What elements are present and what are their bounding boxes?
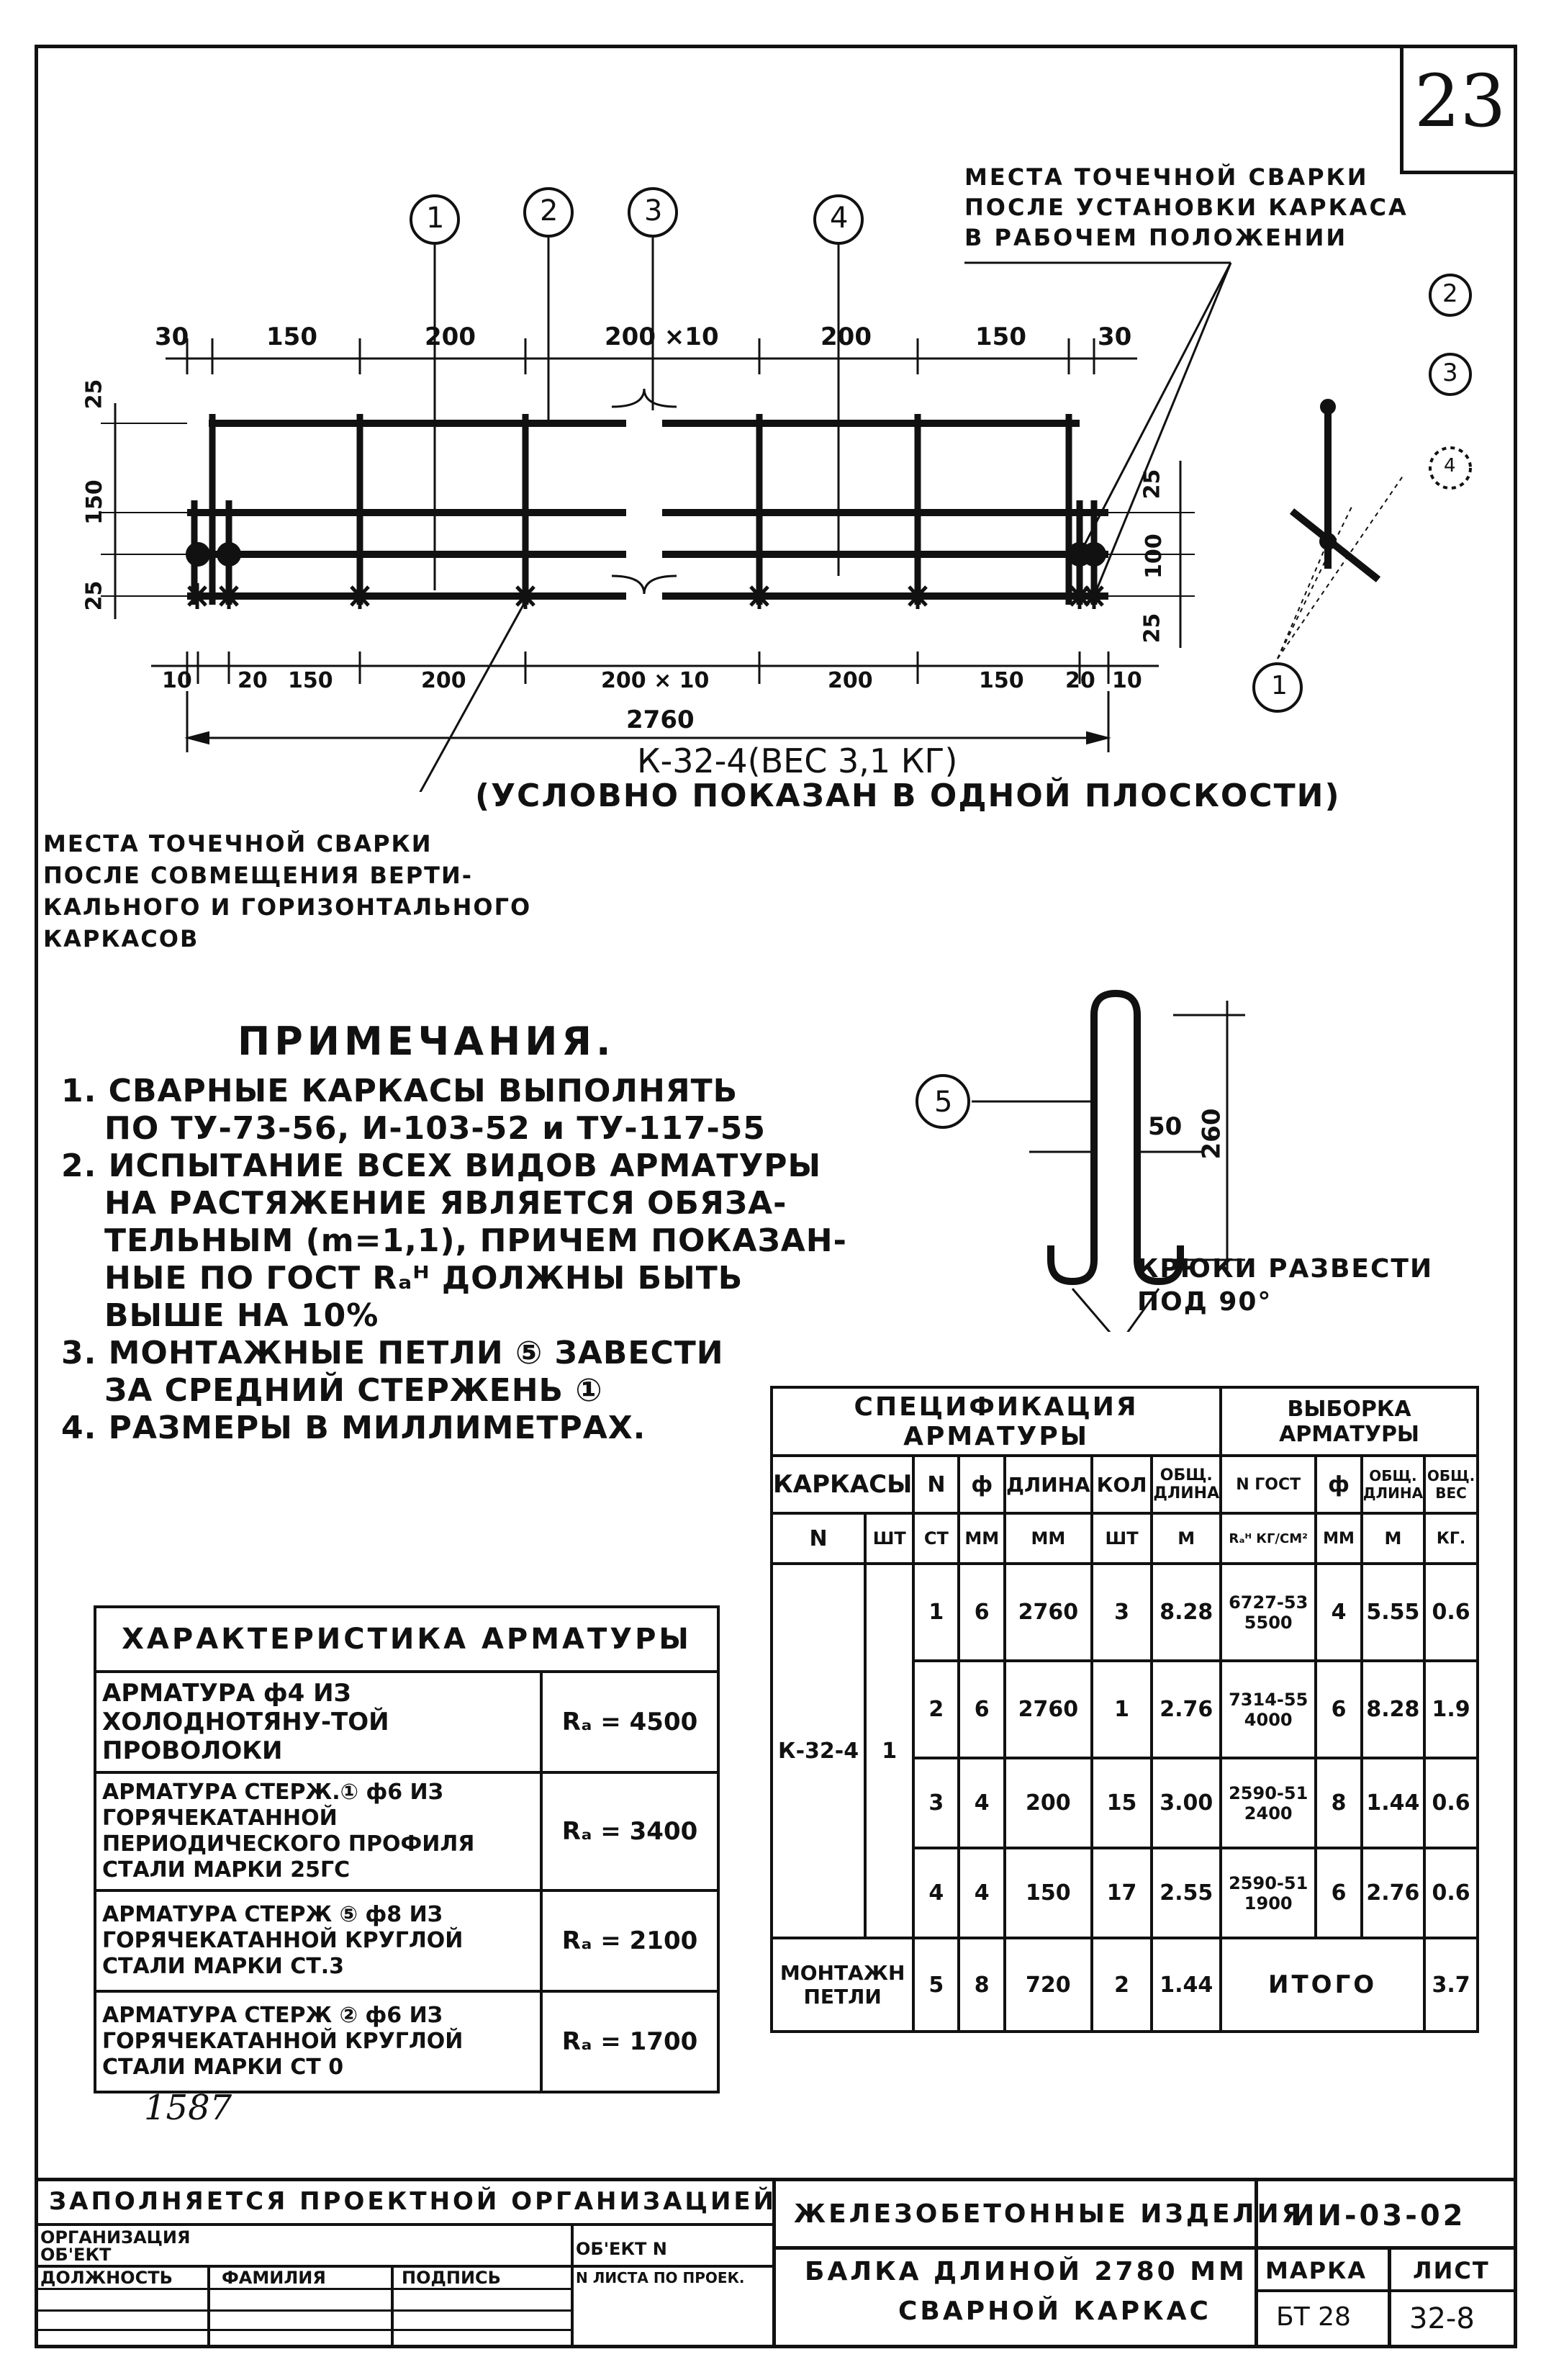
row-tot: 2.76	[1152, 1661, 1221, 1758]
top-dim: 150	[975, 323, 1026, 351]
total-label: ИТОГО	[1221, 1938, 1424, 2032]
note-line: ТЕЛЬНЫМ (m=1,1), ПРИЧЕМ ПОКАЗАН-	[104, 1222, 847, 1259]
sample-gost: 6727-53 5500	[1221, 1564, 1316, 1661]
row-phi: 4	[959, 1758, 1005, 1848]
row-phi: 6	[959, 1564, 1005, 1661]
total-value: 3.7	[1424, 1938, 1478, 2032]
total-length: 2760	[626, 706, 695, 734]
sample-phi: 6	[1316, 1848, 1361, 1938]
sample-phi: 4	[1316, 1564, 1361, 1661]
note-line: 2. ИСПЫТАНИЕ ВСЕХ ВИДОВ АРМАТУРЫ	[61, 1148, 822, 1184]
note-line: 3. МОНТАЖНЫЕ ПЕТЛИ ⑤ ЗАВЕСТИ	[61, 1335, 724, 1371]
notes-title: ПРИМЕЧАНИЯ.	[238, 1019, 615, 1064]
cage-drawing	[0, 0, 1564, 792]
row-cnt: 17	[1092, 1848, 1152, 1938]
row-tot: 8.28	[1152, 1564, 1221, 1661]
callout-2: 2	[540, 194, 559, 227]
unit-m2: М	[1362, 1513, 1424, 1564]
sheet-value: 32-8	[1409, 2302, 1475, 2335]
sample-title: ВЫБОРКА АРМАТУРЫ	[1221, 1387, 1478, 1456]
sample-wt: 0.6	[1424, 1564, 1478, 1661]
char-desc: АРМАТУРА СТЕРЖ.① ф6 ИЗ ГОРЯЧЕКАТАННОЙ ПЕРИОДИЧЕСКОГО ПРОФИЛЯ СТАЛИ МАРКИ 25ГС	[95, 1772, 541, 1890]
sheet-label: ЛИСТ	[1413, 2257, 1490, 2284]
object-label: ОБ'ЕКТ	[40, 2245, 112, 2265]
left-vdim: 25	[81, 379, 107, 410]
handwritten-number: 1587	[144, 2088, 232, 2128]
hdr-phi2: ф	[1316, 1456, 1361, 1513]
sheet-in-project-label: N ЛИСТА ПО ПРОЕК.	[576, 2269, 745, 2286]
loops-n: 5	[913, 1938, 959, 2032]
note-line: НЫЕ ПО ГОСТ Rₐᴴ ДОЛЖНЫ БЫТЬ	[104, 1260, 743, 1297]
position-label: ДОЛЖНОСТЬ	[40, 2268, 173, 2288]
loop-callout: 5	[934, 1086, 953, 1119]
hdr-length: ДЛИНА	[1005, 1456, 1092, 1513]
top-dim: 200	[425, 323, 476, 351]
bottom-dim: 10	[1112, 668, 1142, 693]
characteristics-table	[94, 1605, 720, 2093]
mark-value: БТ 28	[1276, 2302, 1351, 2332]
side-callout-3: 3	[1442, 359, 1458, 387]
sample-len: 2.76	[1362, 1848, 1424, 1938]
callout-4: 4	[830, 202, 849, 235]
right-vdim: 100	[1141, 533, 1167, 579]
loops-phi: 8	[959, 1938, 1005, 2032]
top-dim: 200	[821, 323, 872, 351]
series-title: ЖЕЛЕЗОБЕТОННЫЕ ИЗДЕЛИЯ	[794, 2199, 1305, 2229]
row-phi: 4	[959, 1848, 1005, 1938]
sample-phi: 8	[1316, 1758, 1361, 1848]
sample-wt: 1.9	[1424, 1661, 1478, 1758]
row-n: 3	[913, 1758, 959, 1848]
sample-phi: 6	[1316, 1661, 1361, 1758]
sample-wt: 0.6	[1424, 1848, 1478, 1938]
bottom-dim: 20	[1065, 668, 1095, 693]
callout-1: 1	[426, 202, 445, 235]
char-ra: Rₐ = 1700	[541, 1991, 718, 2092]
surname-label: ФАМИЛИЯ	[222, 2268, 326, 2288]
hdr-gost: N ГОСТ	[1221, 1456, 1316, 1513]
loop-dim-height: 260	[1197, 1108, 1226, 1160]
row-len: 150	[1005, 1848, 1092, 1938]
row-n: 4	[913, 1848, 959, 1938]
unit-no: N	[772, 1513, 865, 1564]
callout-3: 3	[644, 194, 663, 227]
sheet-number: 23	[1414, 59, 1506, 143]
sample-len: 5.55	[1362, 1564, 1424, 1661]
char-ra: Rₐ = 3400	[541, 1772, 718, 1890]
bottom-dim: 200	[828, 668, 873, 693]
side-callout-1: 1	[1271, 671, 1288, 700]
note-line: НА РАСТЯЖЕНИЕ ЯВЛЯЕТСЯ ОБЯЗА-	[104, 1185, 787, 1222]
spec-title: СПЕЦИФИКАЦИЯ АРМАТУРЫ	[772, 1387, 1221, 1456]
frame-count: 1	[865, 1564, 913, 1938]
char-desc: АРМАТУРА СТЕРЖ ② ф6 ИЗ ГОРЯЧЕКАТАННОЙ КРУГЛОЙ СТАЛИ МАРКИ СТ 0	[95, 1991, 541, 2092]
loops-tot: 1.44	[1152, 1938, 1221, 2032]
right-vdim: 25	[1139, 469, 1165, 500]
frame-name: К-32-4	[772, 1564, 865, 1938]
spec-table	[770, 1386, 1479, 2033]
row-n: 1	[913, 1564, 959, 1661]
sample-gost: 2590-51 1900	[1221, 1848, 1316, 1938]
row-cnt: 1	[1092, 1661, 1152, 1758]
loops-cnt: 2	[1092, 1938, 1152, 2032]
char-ra: Rₐ = 2100	[541, 1890, 718, 1991]
notes-list	[61, 1073, 847, 1447]
unit-kg: КГ.	[1424, 1513, 1478, 1564]
row-tot: 2.55	[1152, 1848, 1221, 1938]
bottom-dim: 150	[288, 668, 333, 693]
unit-st: СТ	[913, 1513, 959, 1564]
bottom-dim: 10	[162, 668, 192, 693]
row-len: 200	[1005, 1758, 1092, 1848]
loop-dim-width: 50	[1148, 1112, 1183, 1141]
object-no-label: ОБ'ЕКТ N	[576, 2239, 667, 2259]
loops-name: МОНТАЖН ПЕТЛИ	[772, 1938, 913, 2032]
row-cnt: 15	[1092, 1758, 1152, 1848]
hdr-count: КОЛ	[1092, 1456, 1152, 1513]
weld-note-top: МЕСТА ТОЧЕЧНОЙ СВАРКИ ПОСЛЕ УСТАНОВКИ КАРКАСА В РАБОЧЕМ ПОЛОЖЕНИИ	[964, 163, 1409, 251]
unit-mm: ММ	[959, 1513, 1005, 1564]
signature-label: ПОДПИСЬ	[402, 2268, 501, 2288]
sample-wt: 0.6	[1424, 1758, 1478, 1848]
filled-by: ЗАПОЛНЯЕТСЯ ПРОЕКТНОЙ ОРГАНИЗАЦИЕЙ	[49, 2187, 777, 2216]
title-block	[35, 2178, 1517, 2348]
sample-len: 1.44	[1362, 1758, 1424, 1848]
weld-note-bottom: МЕСТА ТОЧЕЧНОЙ СВАРКИ ПОСЛЕ СОВМЕЩЕНИЯ ВЕРТИ- КАЛЬНОГО И ГОРИЗОНТАЛЬНОГО КАРКАСОВ	[43, 830, 532, 952]
unit-ra: Rₐᴴ КГ/СМ²	[1221, 1513, 1316, 1564]
product-title-2: СВАРНОЙ КАРКАС	[898, 2296, 1211, 2326]
hdr-total-wt: ОБЩ. ВЕС	[1424, 1456, 1478, 1513]
bottom-dim: 20	[238, 668, 268, 693]
series-code: ИИ-03-02	[1290, 2199, 1466, 2232]
unit-pcs2: ШТ	[1092, 1513, 1152, 1564]
frame-label: К-32-4(ВЕС 3,1 КГ)	[637, 742, 958, 780]
left-vdim: 25	[81, 580, 107, 611]
row-tot: 3.00	[1152, 1758, 1221, 1848]
note-line: ВЫШЕ НА 10%	[104, 1297, 379, 1334]
row-n: 2	[913, 1661, 959, 1758]
top-dim: 30	[1098, 323, 1132, 351]
note-line: ЗА СРЕДНИЙ СТЕРЖЕНЬ ①	[104, 1372, 603, 1409]
row-cnt: 3	[1092, 1564, 1152, 1661]
row-len: 2760	[1005, 1564, 1092, 1661]
char-desc: АРМАТУРА СТЕРЖ ⑤ ф8 ИЗ ГОРЯЧЕКАТАННОЙ КРУГЛОЙ СТАЛИ МАРКИ СТ.3	[95, 1890, 541, 1991]
mark-label: МАРКА	[1265, 2257, 1367, 2284]
top-dim: 30	[155, 323, 189, 351]
sample-len: 8.28	[1362, 1661, 1424, 1758]
note-line: 1. СВАРНЫЕ КАРКАСЫ ВЫПОЛНЯТЬ	[61, 1073, 738, 1109]
frame-note: (УСЛОВНО ПОКАЗАН В ОДНОЙ ПЛОСКОСТИ)	[475, 777, 1341, 814]
row-phi: 6	[959, 1661, 1005, 1758]
hdr-total-len2: ОБЩ. ДЛИНА	[1362, 1456, 1424, 1513]
characteristics-title: ХАРАКТЕРИСТИКА АРМАТУРЫ	[95, 1607, 718, 1672]
hdr-n: N	[913, 1456, 959, 1513]
char-ra: Rₐ = 4500	[541, 1672, 718, 1772]
hdr-frames: КАРКАСЫ	[772, 1456, 913, 1513]
unit-mm3: ММ	[1316, 1513, 1361, 1564]
hdr-total-len: ОБЩ. ДЛИНА	[1152, 1456, 1221, 1513]
unit-m: М	[1152, 1513, 1221, 1564]
org-label: ОРГАНИЗАЦИЯ	[40, 2227, 191, 2248]
hook-note: КРЮКИ РАЗВЕСТИ ПОД 90°	[1137, 1254, 1434, 1317]
note-line: 4. РАЗМЕРЫ В МИЛЛИМЕТРАХ.	[61, 1410, 646, 1446]
sample-gost: 2590-51 2400	[1221, 1758, 1316, 1848]
right-vdim: 25	[1139, 613, 1165, 644]
note-line: ПО ТУ-73-56, И-103-52 и ТУ-117-55	[104, 1110, 766, 1147]
side-callout-2: 2	[1442, 279, 1458, 308]
unit-mm2: ММ	[1005, 1513, 1092, 1564]
side-callout-4: 4	[1444, 455, 1456, 477]
top-dim: 150	[266, 323, 317, 351]
bottom-dim: 150	[979, 668, 1024, 693]
sample-gost: 7314-55 4000	[1221, 1661, 1316, 1758]
loops-len: 720	[1005, 1938, 1092, 2032]
left-vdim: 150	[81, 479, 107, 525]
hdr-phi: ф	[959, 1456, 1005, 1513]
bottom-dim: 200	[421, 668, 466, 693]
product-title-1: БАЛКА ДЛИНОЙ 2780 ММ	[805, 2257, 1247, 2286]
char-desc: АРМАТУРА ф4 ИЗ ХОЛОДНОТЯНУ-ТОЙ ПРОВОЛОКИ	[95, 1672, 541, 1772]
top-dim: 200 ×10	[605, 323, 719, 351]
bottom-dim: 200 × 10	[601, 668, 710, 693]
unit-pcs: ШТ	[865, 1513, 913, 1564]
row-len: 2760	[1005, 1661, 1092, 1758]
